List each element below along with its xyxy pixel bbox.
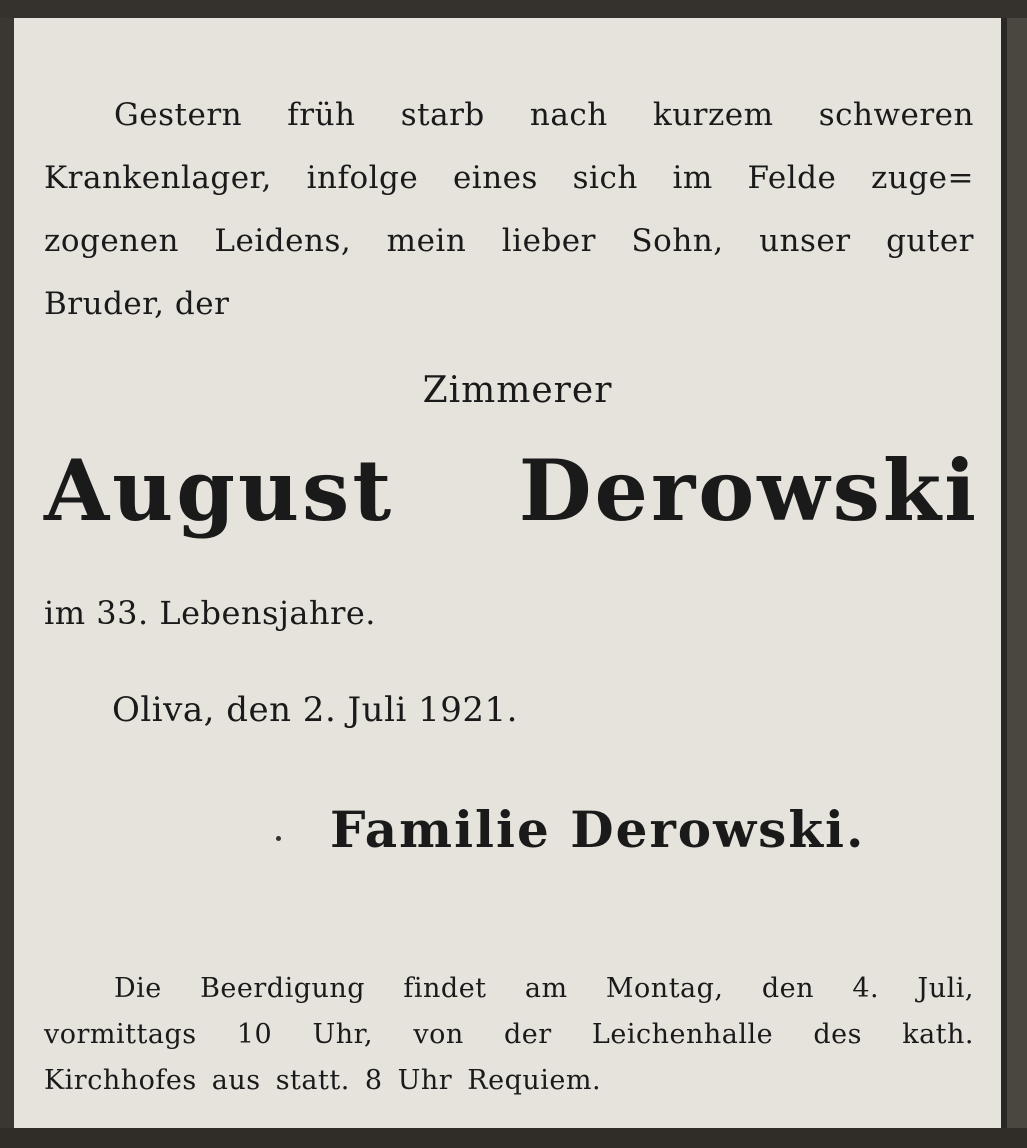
family-signature: Familie Derowski. [330,800,866,859]
bottom-edge [0,1128,1027,1148]
intro-line: zogenen Leidens, mein lieber Sohn, unser guter [44,223,974,259]
intro-line: Bruder, der [44,286,230,322]
age-line: im 33. Lebensjahre. [44,594,376,632]
top-edge [0,0,1027,18]
place-date: Oliva, den 2. Juli 1921. [112,690,518,730]
deceased-name: August Derowski [44,441,979,540]
funeral-line: Die Beerdigung findet am Montag, den 4. Juli, [114,973,974,1004]
funeral-line: vormittags 10 Uhr, von der Leichenhalle des kath. [44,1019,974,1050]
funeral-line: Kirchhofes aus statt. 8 Uhr Requiem. [44,1065,602,1096]
funeral-paragraph [44,966,974,1104]
intro-line: Gestern früh starb nach kurzem schweren [114,97,974,133]
death-notice-clipping [14,18,1007,1128]
right-edge-strip [1007,18,1027,1128]
intro-paragraph [44,84,974,336]
intro-line: Krankenlager, infolge eines sich im Felde zuge= [44,160,974,196]
print-speck [276,836,281,841]
occupation: Zimmerer [422,370,613,411]
